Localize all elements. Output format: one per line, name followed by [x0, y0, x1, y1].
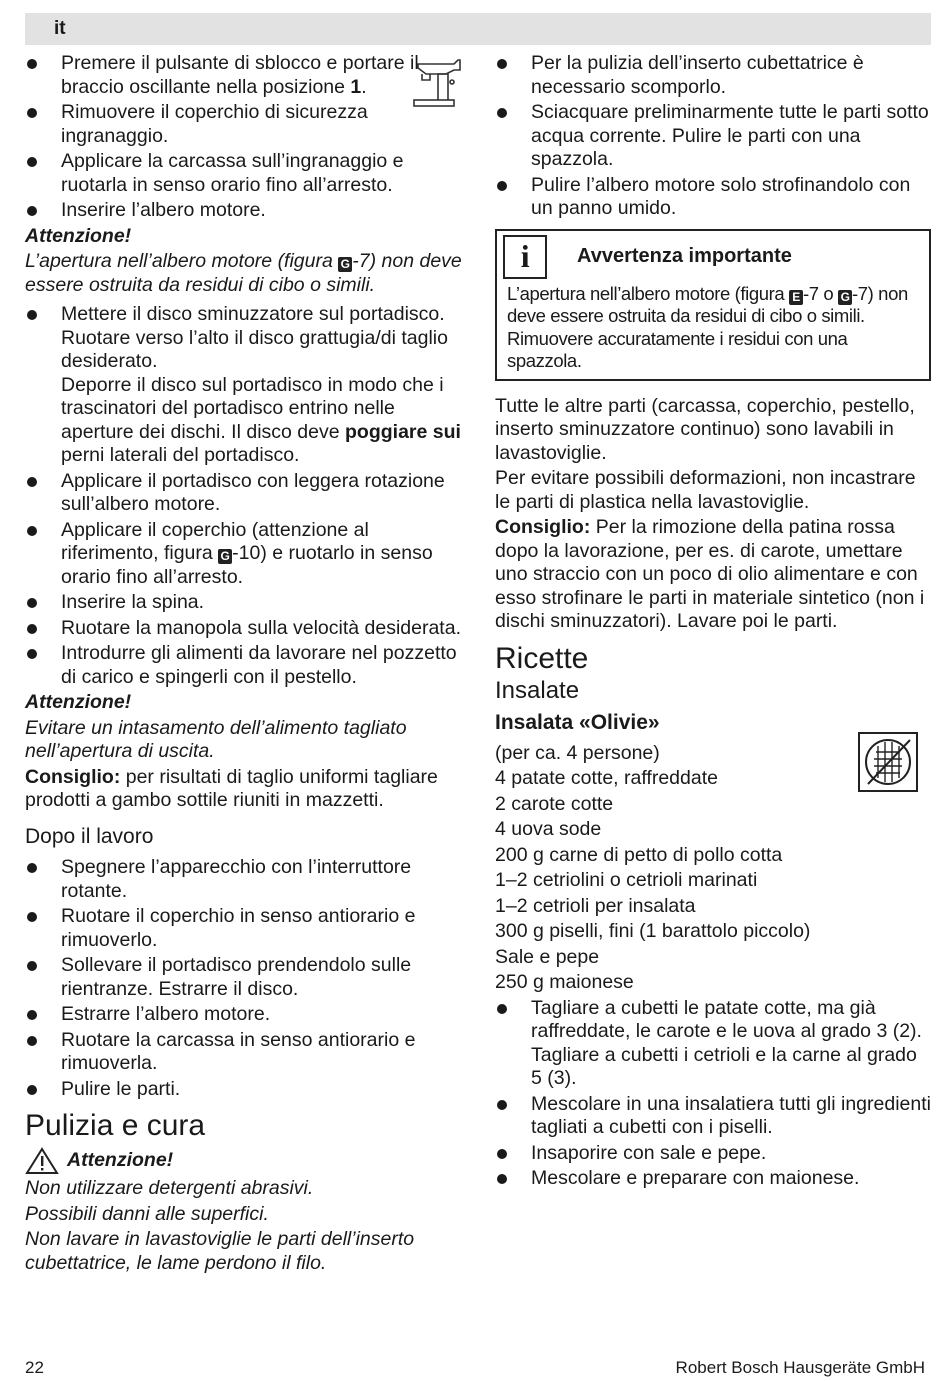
- list-item: Applicare il portadisco con leggera rotazione sull’albero motore.: [25, 470, 470, 517]
- left-column: [25, 52, 470, 1277]
- list-item: Ruotare la manopola sulla velocità desiderata.: [25, 617, 470, 641]
- important-notice-box: [495, 229, 931, 381]
- list-item: Inserire la spina.: [25, 591, 470, 615]
- list-item: Mescolare e preparare con maionese.: [495, 1167, 931, 1191]
- ingredient-line: (per ca. 4 persone): [495, 741, 660, 764]
- list-item: Applicare il coperchio (attenzione al riferimento, figura G -10) e ruotarlo in senso orario fino all’arresto.: [25, 519, 470, 590]
- warning-text: Evitare un intasamento dell’alimento tagliato nell’apertura di uscita.: [25, 716, 407, 762]
- list-item: Pulire le parti.: [25, 1078, 470, 1102]
- ingredient-line: 4 uova sode: [495, 818, 602, 840]
- ingredient-line: 1–2 cetrioli per insalata: [495, 894, 696, 917]
- list-item: Inserire l’albero motore.: [25, 199, 470, 223]
- warning-label: Attenzione!: [25, 224, 132, 247]
- figure-g-icon: G: [338, 257, 352, 272]
- warning-text: Non utilizzare detergenti abrasivi.: [25, 1177, 314, 1199]
- list-item: Premere il pulsante di sblocco e portare il braccio oscillante nella posizione 1.: [25, 52, 470, 99]
- list-item: Ruotare il coperchio in senso antiorario e rimuoverlo.: [25, 905, 470, 952]
- ingredient-line: 300 g piselli, fini (1 barattolo piccolo): [495, 920, 811, 942]
- list-item: Spegnere l’apparecchio con l’interruttore rotante.: [25, 856, 470, 903]
- paragraph: Tutte le altre parti (carcassa, coperchio, pestello, inserto sminuzzatore continuo) sono lavabili in lavastoviglie.: [495, 394, 915, 464]
- figure-g-icon: G: [218, 549, 232, 564]
- paragraph: Per evitare possibili deformazioni, non incastrare le parti di plastica nella lavastoviglie.: [495, 467, 916, 513]
- notice-text: L’apertura nell’albero motore (figura E -7 o G -7) non deve essere ostruita da residui di cibo o simili. Rimuovere accuratamente i residui con una spazzola.: [507, 282, 908, 371]
- ingredient-line: 200 g carne di petto di pollo cotta: [495, 843, 783, 866]
- list-item: Tagliare a cubetti le patate cotte, ma già raffreddate, le carote e le uova al grado 3 (2). Tagliare a cubetti i cetrioli e la carne al grado 5 (3).: [495, 997, 931, 1091]
- list-item: Rimuovere il coperchio di sicurezza ingranaggio.: [25, 101, 470, 148]
- list-item: Introdurre gli alimenti da lavorare nel pozzetto di carico e spingerli con il pestello.: [25, 642, 470, 689]
- list-item: Sciacquare preliminarmente tutte le parti sotto acqua corrente. Pulire le parti con una spazzola.: [495, 101, 931, 172]
- list-item: Ruotare la carcassa in senso antiorario e rimuoverla.: [25, 1029, 470, 1076]
- ingredient-line: 4 patate cotte, raffreddate: [495, 767, 718, 789]
- list-item: Pulire l’albero motore solo strofinandolo con un panno umido.: [495, 174, 931, 221]
- list-item: Sollevare il portadisco prendendolo sulle rientranze. Estrarre il disco.: [25, 954, 470, 1001]
- list-item: Mescolare in una insalatiera tutti gli ingredienti tagliati a cubetti con i piselli.: [495, 1093, 931, 1140]
- ingredient-line: Sale e pepe: [495, 945, 600, 968]
- ingredient-line: 2 carote cotte: [495, 792, 614, 815]
- list-item: Insaporire con sale e pepe.: [495, 1142, 931, 1166]
- list-item: Per la pulizia dell’inserto cubettatrice è necessario scomporlo.: [495, 52, 931, 99]
- tip-paragraph: Consiglio: per risultati di taglio uniformi tagliare prodotti a gambo sottile riuniti in mazzetti.: [25, 765, 438, 811]
- recipe-title: Insalata «Olivie»: [495, 710, 660, 734]
- ingredient-line: 1–2 cetriolini o cetrioli marinati: [495, 869, 758, 891]
- page-number: 22: [25, 1358, 44, 1377]
- warning-text: Possibili danni alle superfici.: [25, 1202, 269, 1225]
- list-item: Mettere il disco sminuzzatore sul portadisco. Ruotare verso l’alto il disco grattugia/di taglio desiderato. Deporre il disco sul portadisco in modo che i trascinatori del portadisco entrino nelle aperture dei dischi. Il disco deve poggiare sui perni laterali del portadisco.: [25, 303, 470, 468]
- list-item: Estrarre l’albero motore.: [25, 1003, 470, 1027]
- language-bar: [25, 13, 931, 45]
- figure-g-icon: G: [838, 290, 852, 305]
- warning-text: L’apertura nell’albero motore (figura G -7) non deve essere ostruita da residui di cibo o simili.: [25, 250, 462, 296]
- dicing-disc-icon: [858, 732, 918, 792]
- company-name: Robert Bosch Hausgeräte GmbH: [675, 1358, 925, 1377]
- figure-e-icon: E: [789, 290, 803, 305]
- info-icon: i: [503, 235, 547, 279]
- section-heading: Dopo il lavoro: [25, 824, 154, 848]
- list-item: Applicare la carcassa sull’ingranaggio e ruotarla in senso orario fino all’arresto.: [25, 150, 470, 197]
- tip-paragraph: Consiglio: Per la rimozione della patina rossa dopo la lavorazione, per es. di carote, umettare uno straccio con un poco di olio alimentare e con esso strofinare le parti in materiale sintetico (non i dischi sminuzzatori). Lavare poi le parti.: [495, 516, 925, 632]
- section-title: Ricette: [495, 641, 589, 675]
- subsection-title: Insalate: [495, 676, 580, 704]
- warning-row: [25, 1147, 470, 1175]
- warning-triangle-icon: [25, 1147, 59, 1175]
- right-column: [495, 52, 931, 1193]
- warning-label: Attenzione!: [25, 691, 132, 713]
- section-title: Pulizia e cura: [25, 1109, 206, 1142]
- ingredient-line: 250 g maionese: [495, 971, 634, 993]
- warning-label: Attenzione!: [67, 1149, 174, 1172]
- language-label: it: [54, 18, 66, 39]
- warning-text: Non lavare in lavastoviglie le parti dell’inserto cubettatrice, le lame perdono il filo.: [25, 1228, 415, 1274]
- notice-title: Avvertenza importante: [577, 245, 792, 268]
